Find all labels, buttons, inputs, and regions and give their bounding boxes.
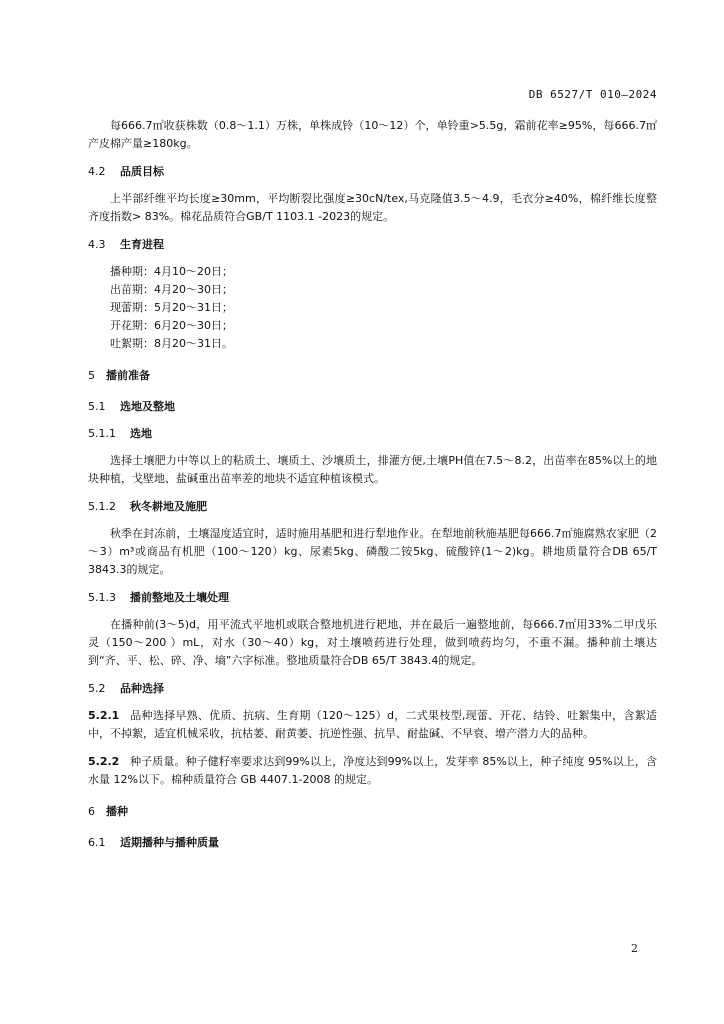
section-6-heading [88,803,657,821]
section-5-1-heading [88,398,657,416]
presowing-paragraph: 在播种前(3～5)d，用平流式平地机或联合整地机进行耙地，并在最后一遍整地前，每666.7㎡用33%二甲戊乐灵（150～200 ）mL，对水（30～40）kg，对土壤喷药进行处理，做到喷药均匀，不重不漏。播种前土壤达到“齐、平、松、碎、净、墒”六字标准。整地质量符合DB 65/T 3843.4的规定。 [88,618,657,667]
section-5-1-1-heading [88,425,657,443]
section-number: 5.2.1 [88,709,120,722]
document-body [88,117,657,861]
quality-paragraph: 上半部纤维平均长度≥30mm，平均断裂比强度≥30cN/tex,马克隆值3.5～4.9，毛衣分≥40%，棉纤维长度整齐度指数> 83%。棉花品质符合GB/T 1103.1 -2023的规定。 [88,192,657,223]
section-title: 播种 [106,805,128,818]
section-title: 品质目标 [120,165,164,178]
section-title: 播前准备 [106,369,150,382]
section-6-1-heading [88,834,657,852]
section-title: 生育进程 [120,238,164,251]
section-number: 6.1 [88,836,106,849]
section-title: 适期播种与播种质量 [120,836,219,849]
section-title: 选地及整地 [120,400,175,413]
paragraph-text: 种子质量。种子健籽率要求达到99%以上，净度达到99%以上，发芽率 85%以上，种子纯度 95%以上，含水量 12%以下。棉种质量符合 GB 4407.1-2008 的规定。 [88,755,657,786]
yield-paragraph: 每666.7㎡收获株数（0.8～1.1）万株，单株成铃（10～12）个，单铃重>5.5g，霜前花率≥95%，每666.7㎡产皮棉产量≥180kg。 [88,119,657,150]
section-title: 秋冬耕地及施肥 [130,500,207,513]
list-item: 现蕾期：5月20～31日； [110,301,233,314]
section-number: 5.1 [88,400,106,413]
growth-stage-list [88,263,657,353]
section-title: 选地 [130,427,152,440]
autumn-plowing-paragraph: 秋季在封冻前，土壤湿度适宜时，适时施用基肥和进行犁地作业。在犁地前秋施基肥每666.7㎡施腐熟农家肥（2～3）m³或商品有机肥（100～120）kg、尿素5kg、磷酸二铵5kg、硫酸锌(1～2)kg。耕地质量符合DB 65/T 3843.3的规定。 [88,527,657,576]
site-selection-paragraph: 选择土壤肥力中等以上的粘质土、壤质土、沙壤质土，排灌方便,土壤PH值在7.5～8.2，出苗率在85%以上的地块种植，戈壁地、盐碱重出苗率差的地块不适宜种植该模式。 [88,454,657,485]
section-number: 5.1.3 [88,591,116,604]
section-number: 4.3 [88,238,106,251]
section-title: 播前整地及土壤处理 [130,591,229,604]
list-item: 吐絮期：8月20～31日。 [110,337,233,350]
section-title: 品种选择 [120,682,164,695]
section-4-2-heading [88,163,657,181]
seed-quality-paragraph [88,753,657,789]
section-number: 5.2 [88,682,106,695]
list-item: 开花期：6月20～30日； [110,319,233,332]
section-number: 5.1.2 [88,500,116,513]
section-number: 6 [88,805,95,818]
section-4-3-heading [88,236,657,254]
paragraph-text: 品种选择早熟、优质、抗病、生育期（120～125）d，二式果枝型,现蕾、开花、结铃、吐絮集中，含絮适中，不掉絮，适宜机械采收，抗枯萎、耐黄萎、抗逆性强、抗旱、耐盐碱、不早衰、增产潜力大的品种。 [88,709,657,740]
page-number: 2 [631,942,638,955]
section-number: 4.2 [88,165,106,178]
section-5-1-3-heading [88,589,657,607]
section-number: 5 [88,369,95,382]
standard-code: DB 6527/T 010—2024 [528,88,657,101]
section-5-1-2-heading [88,498,657,516]
section-number: 5.2.2 [88,755,120,768]
list-item: 播种期：4月10～20日； [110,265,233,278]
section-5-2-heading [88,680,657,698]
list-item: 出苗期：4月20～30日； [110,283,233,296]
section-number: 5.1.1 [88,427,116,440]
section-5-heading [88,367,657,385]
variety-paragraph [88,707,657,743]
